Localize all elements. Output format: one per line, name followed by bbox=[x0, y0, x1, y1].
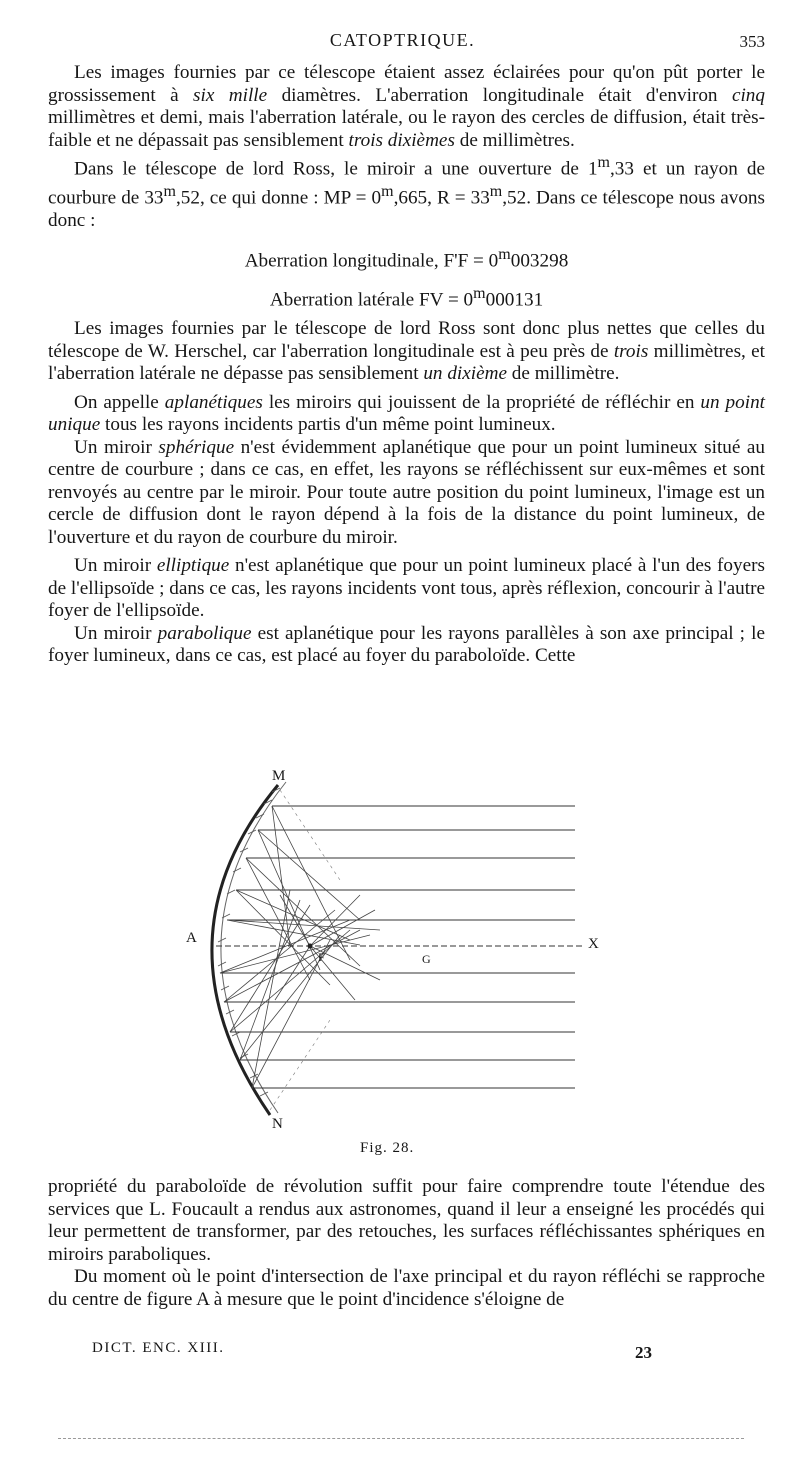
text-block-middle bbox=[48, 318, 765, 668]
paragraph: Les images fournies par ce télescope étaient assez éclairées pour qu'on pût porter le grossissement à six mille diamètres. L'aberration longitudinale était d'environ cinq millimètres et demi, mais l'aberration latérale, ou le rayon des cercles de diffusion, était très-faible et ne dépassait pas sensiblement trois dixièmes de millimètres. bbox=[48, 62, 765, 151]
mirror-curve bbox=[212, 785, 278, 1115]
paragraph: Un miroir parabolique est aplanétique pour les rayons parallèles à son axe principal ; le foyer lumineux, dans ce cas, est placé au foyer du paraboloïde. Cette bbox=[48, 622, 765, 666]
label-n: N bbox=[272, 1116, 283, 1132]
paragraph: Un miroir elliptique n'est aplanétique que pour un point lumineux placé à l'un des foyers de l'ellipsoïde ; dans ce cas, les rayons incidents vont tous, après réflexion, concourir à l'autre foyer de l'ellipsoïde. bbox=[48, 555, 765, 621]
parabolic-mirror-diagram bbox=[160, 770, 620, 1140]
parallel-rays bbox=[216, 806, 585, 1088]
text-block-bottom bbox=[48, 1176, 765, 1311]
paragraph: propriété du paraboloïde de révolution suffit pour faire comprendre toute l'étendue des services que L. Foucault a rendus aux astronomes, quand il leur a enseigné les procédés qui leur permettent de transformer, par des retouches, les surfaces réfléchissantes sphériques en miroirs paraboliques. bbox=[48, 1176, 765, 1265]
signature-mark: DICT. ENC. XIII. bbox=[92, 1340, 225, 1356]
running-title: CATOPTRIQUE. bbox=[329, 30, 476, 50]
paragraph: Un miroir sphérique n'est évidemment aplanétique que pour un point lumineux situé au centre de courbure ; dans ce cas, en effet, les rayons se réfléchissent sur eux-mêmes et sont renvoyés au centre par le miroir. Pour toute autre position du point lumineux, l'image est un cercle de diffusion dont le rayon dépend à la fois de la distance du point lumineux, de l'ouverture et du rayon de courbure du miroir. bbox=[48, 436, 765, 548]
figure-caption: Fig. 28. bbox=[360, 1140, 415, 1156]
page-header bbox=[40, 30, 765, 54]
page-number: 353 bbox=[739, 32, 765, 51]
construction-lines bbox=[270, 790, 340, 1110]
label-a: A bbox=[186, 930, 197, 946]
bottom-rule bbox=[58, 1438, 744, 1439]
paragraph: Du moment où le point d'intersection de l'axe principal et du rayon réfléchi se rapproche du centre de figure A à mesure que le point d'incidence s'éloigne de bbox=[48, 1266, 765, 1310]
label-m: M bbox=[272, 768, 286, 784]
paragraph: Les images fournies par le télescope de lord Ross sont donc plus nettes que celles du télescope de W. Herschel, car l'aberration longitudinale est à peu près de trois millimètres, et l'aberration latérale ne dépasse pas sensiblement un dixième de millimètre. bbox=[48, 318, 765, 384]
text-block-top bbox=[48, 62, 765, 312]
label-f: F bbox=[318, 950, 325, 964]
paragraph: On appelle aplanétiques les miroirs qui jouissent de la propriété de réfléchir en un point unique tous les rayons incidents partis d'un même point lumineux. bbox=[48, 391, 766, 435]
figure-parabolic-mirror bbox=[160, 770, 620, 1140]
equation-longitudinal: Aberration longitudinale, $F'F = 0^m003298$ bbox=[244, 246, 569, 272]
label-g: G bbox=[422, 952, 431, 966]
sheet-number: 23 bbox=[635, 1343, 652, 1362]
focus-point bbox=[308, 944, 313, 949]
label-x: X bbox=[588, 936, 599, 952]
paragraph: Dans le télescope de lord Ross, le miroir a une ouverture de 1$^m$,33 et un rayon de courbure de 33$^m$,52, ce qui donne : MP = $0^m,665$, $R = 33^m,52$. Dans ce télescope nous avons donc : bbox=[48, 154, 765, 231]
equation-lateral: Aberration latérale FV = $0^m000131$ bbox=[269, 285, 544, 311]
mirror-hatching bbox=[218, 788, 280, 1096]
